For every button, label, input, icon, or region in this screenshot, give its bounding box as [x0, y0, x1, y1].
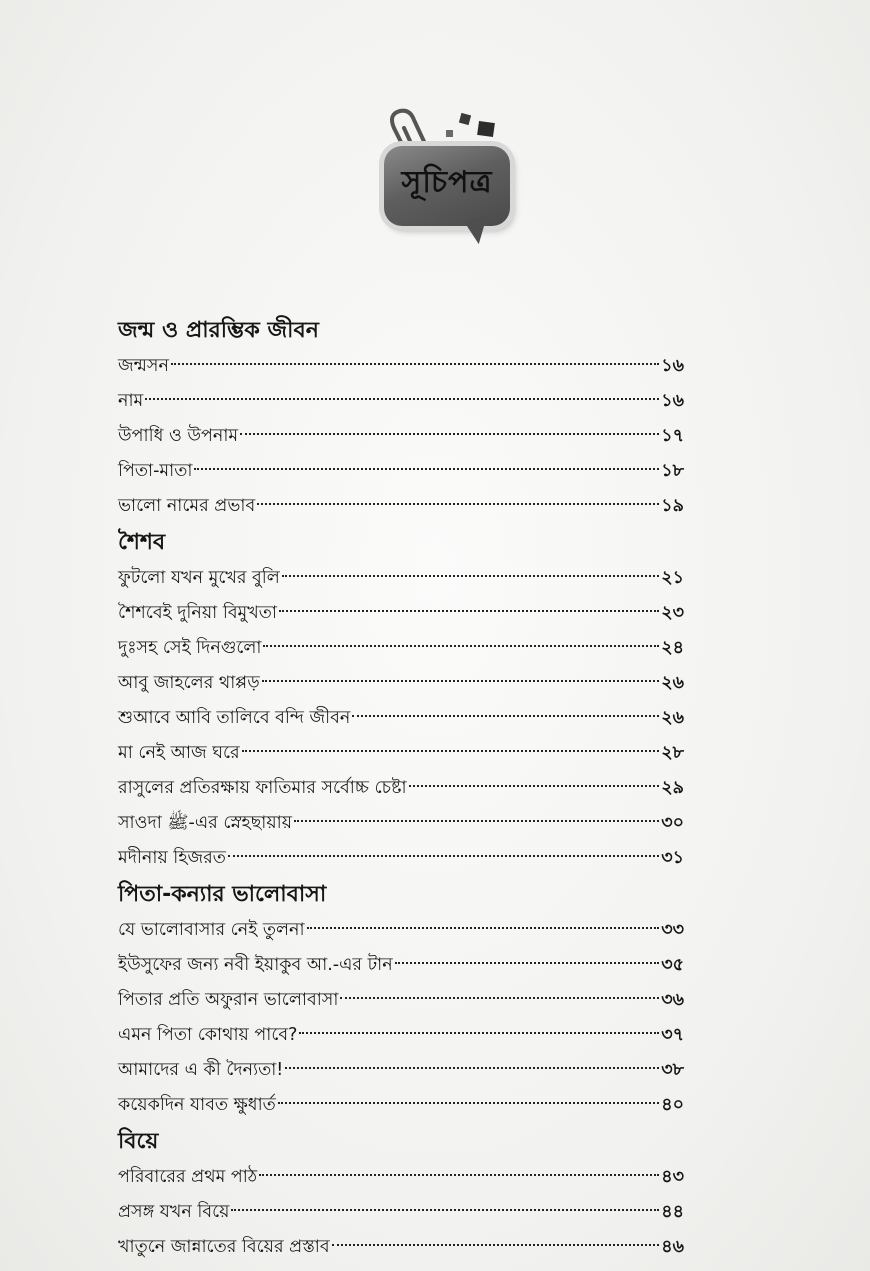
entry-page: ৩৮: [661, 1060, 684, 1080]
toc-entry[interactable]: [118, 384, 684, 419]
dot-leader: [340, 997, 659, 999]
toc-section: [118, 876, 684, 1123]
dot-leader: [259, 1174, 659, 1176]
entry-page: ২৩: [661, 603, 684, 623]
toc-entry[interactable]: [118, 454, 684, 489]
toc-entry[interactable]: [118, 701, 684, 736]
toc-section: [118, 1123, 684, 1265]
entry-page: ২১: [661, 568, 684, 588]
entry-page: ৩০: [661, 813, 684, 833]
toc-entry[interactable]: [118, 948, 684, 983]
entry-page: ৪৪: [661, 1202, 684, 1222]
decor-square: [459, 113, 471, 125]
toc-entry[interactable]: [118, 419, 684, 454]
entry-page: ৩৫: [661, 955, 684, 975]
dot-leader: [278, 1102, 659, 1104]
toc-entry[interactable]: [118, 1088, 684, 1123]
entry-title: ফুটলো যখন মুখের বুলি: [118, 568, 280, 588]
entry-title: ইউসুফের জন্য নবী ইয়াকুব আ.-এর টান: [118, 955, 393, 975]
entry-title: শুআবে আবি তালিবে বন্দি জীবন: [118, 708, 351, 728]
toc-section: [118, 312, 684, 524]
toc-section: [118, 524, 684, 876]
dot-leader: [294, 820, 659, 822]
section-title: জন্ম ও প্রারম্ভিক জীবন: [118, 318, 319, 343]
entry-page: ১৮: [661, 461, 684, 481]
toc-entry[interactable]: [118, 666, 684, 701]
entry-page: ২৮: [661, 743, 684, 763]
toc-entry[interactable]: [118, 771, 684, 806]
section-title: শৈশব: [118, 530, 166, 555]
entry-title: শৈশবেই দুনিয়া বিমুখতা: [118, 603, 277, 623]
dot-leader: [409, 785, 660, 787]
entry-page: ৩৬: [661, 990, 684, 1010]
toc-entry[interactable]: [118, 1230, 684, 1265]
entry-page: ৪৩: [661, 1167, 684, 1187]
toc-entry[interactable]: [118, 913, 684, 948]
entry-title: জন্মসন: [118, 356, 169, 376]
toc-entry[interactable]: [118, 349, 684, 384]
toc-entry[interactable]: [118, 841, 684, 876]
entry-page: ১৭: [661, 426, 684, 446]
entry-title: পরিবারের প্রথম পাঠ: [118, 1167, 258, 1187]
entry-title: পিতার প্রতি অফুরান ভালোবাসা: [118, 990, 339, 1010]
toc-entry[interactable]: [118, 631, 684, 666]
dot-leader: [352, 715, 659, 717]
dot-leader: [145, 398, 659, 400]
dot-leader: [395, 962, 660, 964]
entry-page: ২৯: [661, 778, 684, 798]
entry-page: ৪০: [661, 1095, 684, 1115]
toc-entry[interactable]: [118, 561, 684, 596]
entry-title: দুঃসহ সেই দিনগুলো: [118, 638, 262, 658]
decor-square: [477, 121, 495, 137]
toc-entry[interactable]: [118, 736, 684, 771]
dot-leader: [332, 1244, 660, 1246]
dot-leader: [194, 468, 659, 470]
entry-title: মদীনায় হিজরত: [118, 848, 226, 868]
entry-page: ২৬: [661, 708, 684, 728]
dot-leader: [231, 1209, 659, 1211]
dot-leader: [171, 363, 659, 365]
dot-leader: [257, 503, 659, 505]
entry-title: নাম: [118, 391, 144, 411]
speech-bubble-tail: [464, 216, 493, 246]
entry-page: ১৬: [661, 356, 684, 376]
dot-leader: [242, 750, 660, 752]
dot-leader: [299, 1032, 659, 1034]
entry-page: ১৯: [661, 496, 684, 516]
toc-entry[interactable]: [118, 1160, 684, 1195]
entry-title: প্রসঙ্গ যখন বিয়ে: [118, 1202, 230, 1222]
dot-leader: [282, 575, 659, 577]
toc-header-badge: [368, 100, 528, 270]
toc-entry[interactable]: [118, 983, 684, 1018]
entry-title: কয়েকদিন যাবত ক্ষুধার্ত: [118, 1095, 276, 1115]
dot-leader: [263, 645, 659, 647]
entry-title: এমন পিতা কোথায় পাবে?: [118, 1025, 298, 1045]
entry-title: মা নেই আজ ঘরে: [118, 743, 240, 763]
toc-entry[interactable]: [118, 1053, 684, 1088]
entry-title: রাসুলের প্রতিরক্ষায় ফাতিমার সর্বোচ্চ চেষ্টা: [118, 778, 407, 798]
entry-title: আবু জাহলের থাপ্পড়: [118, 673, 260, 693]
entry-title: ভালো নামের প্রভাব: [118, 496, 256, 516]
dot-leader: [279, 610, 659, 612]
toc-entry[interactable]: [118, 1195, 684, 1230]
dot-leader: [285, 1067, 659, 1069]
toc-entry[interactable]: [118, 596, 684, 631]
section-title: পিতা-কন্যার ভালোবাসা: [118, 882, 327, 907]
entry-title: পিতা-মাতা: [118, 461, 193, 481]
toc-entry[interactable]: [118, 806, 684, 841]
entry-page: ২৬: [661, 673, 684, 693]
entry-page: ২৪: [661, 638, 684, 658]
entry-page: ৪৬: [661, 1237, 684, 1257]
dot-leader: [228, 855, 659, 857]
dot-leader: [307, 927, 660, 929]
dot-leader: [262, 680, 660, 682]
table-of-contents: [118, 312, 684, 1265]
entry-title: উপাধি ও উপনাম: [118, 426, 239, 446]
entry-page: ১৬: [661, 391, 684, 411]
entry-page: ৩৭: [661, 1025, 684, 1045]
entry-title: সাওদা ﷺ-এর স্নেহছায়ায়: [118, 813, 293, 833]
entry-title: যে ভালোবাসার নেই তুলনা: [118, 920, 305, 940]
toc-entry[interactable]: [118, 1018, 684, 1053]
decor-square: [446, 130, 453, 137]
toc-entry[interactable]: [118, 489, 684, 524]
entry-page: ৩৩: [661, 920, 684, 940]
dot-leader: [240, 433, 659, 435]
entry-title: আমাদের এ কী দৈন্যতা!: [118, 1060, 284, 1080]
section-title: বিয়ে: [118, 1129, 159, 1154]
page-title: সূচিপত্র: [401, 165, 493, 200]
entry-title: খাতুনে জান্নাতের বিয়ের প্রস্তাব: [118, 1237, 330, 1257]
entry-page: ৩১: [661, 848, 684, 868]
